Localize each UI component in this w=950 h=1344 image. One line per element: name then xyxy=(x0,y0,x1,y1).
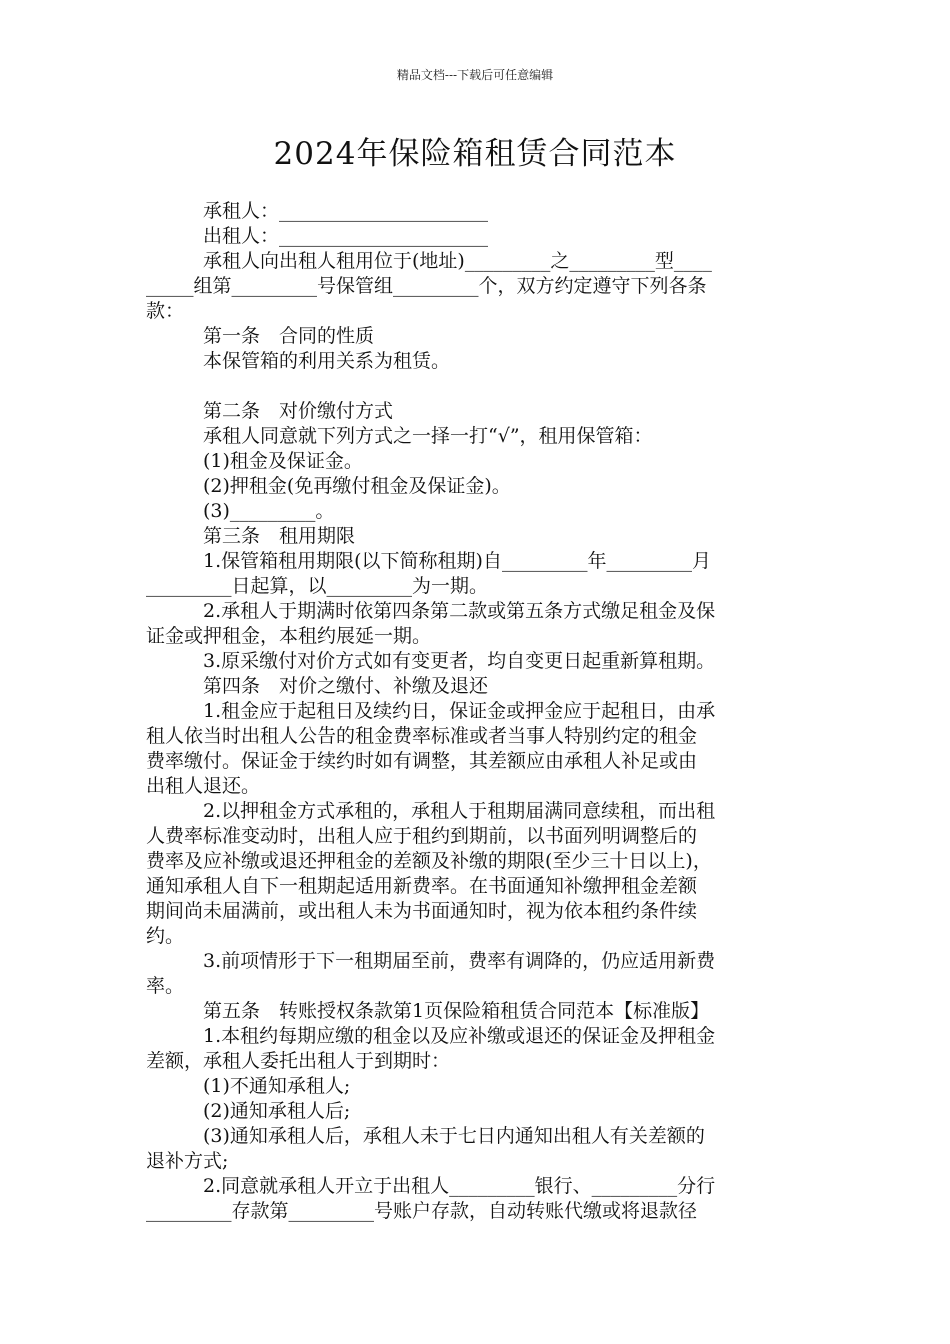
contract-line xyxy=(146,374,811,399)
contract-line: 第三条 租用期限 xyxy=(203,525,356,547)
contract-line: 3.前项情形于下一租期届至前，费率有调降的，仍应适用新费 xyxy=(203,950,716,972)
contract-line: 费率及应补缴或退还押租金的差额及补缴的期限(至少三十日以上)， xyxy=(146,850,712,872)
contract-line: 人费率标准变动时，出租人应于租约到期前，以书面列明调整后的 xyxy=(146,825,698,847)
page-header: 精品文档---下载后可任意编辑 xyxy=(396,68,554,82)
contract-line: 承租人：______________________ xyxy=(203,200,489,222)
contract-line: (1)不通知承租人; xyxy=(203,1075,351,1097)
contract-line: 约。 xyxy=(146,925,185,947)
contract-line: (3)通知承租人后，承租人未于七日内通知出租人有关差额的 xyxy=(203,1125,705,1147)
contract-line: _____组第_________号保管组_________个，双方约定遵守下列各条 xyxy=(146,275,707,297)
contract-line: 第五条 转账授权条款第1页保险箱租赁合同范本【标准版】 xyxy=(203,1000,710,1022)
document-title: 2024年保险箱租赁合同范本 xyxy=(273,136,677,172)
contract-line: 差额，承租人委托出租人于到期时： xyxy=(146,1050,451,1072)
contract-line: 1.本租约每期应缴的租金以及应补缴或退还的保证金及押租金 xyxy=(203,1025,716,1047)
contract-line: 款： xyxy=(146,300,185,322)
contract-line: 证金或押租金，本租约展延一期。 xyxy=(146,625,432,647)
contract-line: 2.以押租金方式承租的，承租人于租期届满同意续租，而出租 xyxy=(203,800,716,822)
contract-line: 第四条 对价之缴付、补缴及退还 xyxy=(203,675,489,697)
contract-line: 租人依当时出租人公告的租金费率标准或者当事人特别约定的租金 xyxy=(146,725,698,747)
contract-line: (2)押租金(免再缴付租金及保证金)。 xyxy=(203,475,511,497)
contract-line: 出租人：______________________ xyxy=(203,225,489,247)
contract-line: 期间尚未届满前，或出租人未为书面通知时，视为依本租约条件续 xyxy=(146,900,698,922)
contract-line: 率。 xyxy=(146,975,185,997)
contract-line: 第一条 合同的性质 xyxy=(203,325,375,347)
contract-line: (1)租金及保证金。 xyxy=(203,450,363,472)
contract-line: 通知承租人自下一租期起适用新费率。在书面通知补缴押租金差额 xyxy=(146,875,698,897)
contract-line: _________存款第_________号账户存款，自动转账代缴或将退款径 xyxy=(146,1200,698,1222)
contract-line: 承租人同意就下列方式之一择一打“√”，租用保管箱： xyxy=(203,425,653,447)
contract-line: 3.原采缴付对价方式如有变更者，均自变更日起重新算租期。 xyxy=(203,650,716,672)
contract-line: 1.租金应于起租日及续约日，保证金或押金应于起租日，由承 xyxy=(203,700,716,722)
contract-line: 1.保管箱租用期限(以下简称租期)自_________年_________月 xyxy=(203,550,711,572)
contract-body xyxy=(146,199,811,1224)
contract-line: 承租人向出租人租用位于(地址)_________之_________型____ xyxy=(203,250,712,272)
contract-line: (3)_________。 xyxy=(203,500,335,522)
contract-line: (2)通知承租人后; xyxy=(203,1100,351,1122)
contract-line: 本保管箱的利用关系为租赁。 xyxy=(203,350,451,372)
contract-line: 2.承租人于期满时依第四条第二款或第五条方式缴足租金及保 xyxy=(203,600,716,622)
contract-line: 2.同意就承租人开立于出租人_________银行、_________分行 xyxy=(203,1175,716,1197)
contract-line: 第二条 对价缴付方式 xyxy=(203,400,394,422)
contract-line: _________日起算，以_________为一期。 xyxy=(146,575,489,597)
contract-line: 出租人退还。 xyxy=(146,775,261,797)
contract-line: 费率缴付。保证金于续约时如有调整，其差额应由承租人补足或由 xyxy=(146,750,698,772)
contract-line: 退补方式; xyxy=(146,1150,229,1172)
